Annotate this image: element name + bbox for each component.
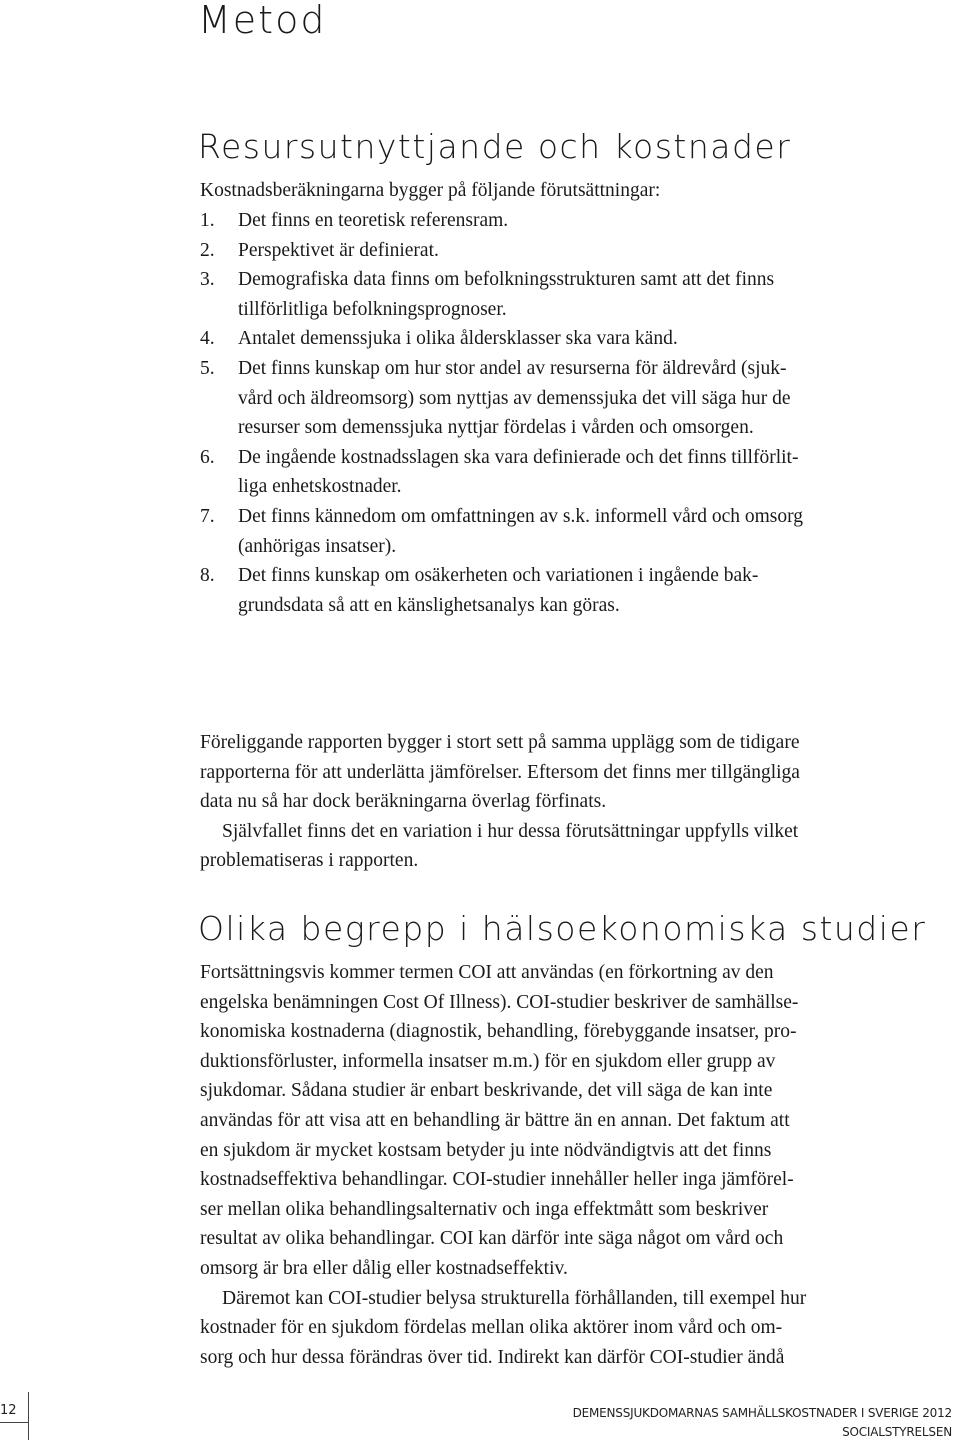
text-line: data nu så har dock beräkningarna överlag förfinats. <box>200 791 607 813</box>
paragraph-report-basis <box>200 728 940 876</box>
text-line: omsorg är bra eller dålig eller kostnadseffektiv. <box>200 1257 568 1279</box>
list-item <box>200 236 940 266</box>
text-line: liga enhetskostnader. <box>238 476 402 498</box>
text-line: (anhörigas insatser). <box>238 535 397 557</box>
list-item <box>200 324 940 354</box>
text-line: Däremot kan COI-studier belysa strukturella förhållanden, till exempel hur <box>222 1287 807 1309</box>
text-line: Demografiska data finns om befolkningsstrukturen samt att det finns <box>238 269 775 291</box>
text-line: kostnadseffektiva behandlingar. COI-studier innehåller heller inga jämförel- <box>200 1169 794 1191</box>
list-item <box>200 443 940 502</box>
text-line: sorg och hur dessa förändras över tid. Indirekt kan därför COI-studier ändå <box>200 1346 785 1368</box>
text-line: Det finns kunskap om osäkerheten och variationen i ingående bak- <box>238 565 759 587</box>
list-number: 2. <box>200 239 215 261</box>
list-number: 8. <box>200 565 215 587</box>
list-number: 5. <box>200 357 215 379</box>
footer-divider <box>28 1392 29 1440</box>
list-item <box>200 502 940 561</box>
intro-text <box>200 176 940 206</box>
list-number: 6. <box>200 446 215 468</box>
text-line: Självfallet finns det en variation i hur dessa förutsättningar uppfylls vilket <box>222 820 799 842</box>
text-line: ser mellan olika behandlingsalternativ och inga effektmått som beskriver <box>200 1198 769 1220</box>
text-line: Det finns en teoretisk referensram. <box>238 210 509 231</box>
text-line: kostnader för en sjukdom fördelas mellan olika aktörer inom vård och om- <box>200 1317 783 1339</box>
list-item <box>200 206 940 236</box>
text-line: Det finns kännedom om omfattningen av s.k. informell vård och omsorg <box>238 505 804 527</box>
section-heading-resources: Resursutnyttjande och kostnader <box>198 127 792 166</box>
list-number: 4. <box>200 328 215 350</box>
list-number: 3. <box>200 269 215 291</box>
text-line: De ingående kostnadsslagen ska vara definierade och det finns tillförlit- <box>238 446 799 468</box>
text-line: duktionsförluster, informella insatser m.m.) för en sjukdom eller grupp av <box>200 1050 776 1072</box>
text-line: tillförlitliga befolkningsprognoser. <box>238 298 507 320</box>
section-heading-concepts: Olika begrepp i hälsoekonomiska studier <box>198 909 927 948</box>
assumption-list <box>200 206 940 620</box>
footer-report-title: DEMENSSJUKDOMARNAS SAMHÄLLSKOSTNADER I SVERIGE 2012 <box>572 1406 952 1420</box>
text-line: rapporterna för att underlätta jämförelser. Eftersom det finns mer tillgängliga <box>200 761 800 783</box>
text-line: Perspektivet är definierat. <box>238 239 439 261</box>
text-line: Kostnadsberäkningarna bygger på följande förutsättningar: <box>200 180 661 201</box>
text-line: grundsdata så att en känslighetsanalys kan göras. <box>238 594 620 616</box>
text-line: problematiseras i rapporten. <box>200 850 419 872</box>
list-item <box>200 354 940 443</box>
text-line: användas för att visa att en behandling är bättre än en annan. Det faktum att <box>200 1109 790 1131</box>
paragraph-coi-definition <box>200 958 940 1372</box>
text-line: Föreliggande rapporten bygger i stort sett på samma upplägg som de tidigare <box>200 732 800 753</box>
footer-organization: SOCIALSTYRELSEN <box>842 1425 952 1439</box>
list-number: 1. <box>200 210 215 231</box>
text-line: sjukdomar. Sådana studier är enbart beskrivande, det vill säga de kan inte <box>200 1080 773 1102</box>
page-title: Metod <box>198 0 327 42</box>
footer-rule <box>0 1422 28 1423</box>
text-line: Det finns kunskap om hur stor andel av resurserna för äldrevård (sjuk- <box>238 357 787 379</box>
text-line: resultat av olika behandlingar. COI kan därför inte säga något om vård och <box>200 1228 784 1250</box>
text-line: vård och äldreomsorg) som nyttjas av demenssjuka det vill säga hur de <box>238 387 791 409</box>
list-number: 7. <box>200 505 215 527</box>
page-number: 12 <box>0 1403 17 1418</box>
text-line: engelska benämningen Cost Of Illness). COI-studier beskriver de samhällse- <box>200 991 799 1013</box>
text-line: konomiska kostnaderna (diagnostik, behandling, förebyggande insatser, pro- <box>200 1021 797 1043</box>
list-item <box>200 561 940 620</box>
text-line: Antalet demenssjuka i olika åldersklasser ska vara känd. <box>238 328 678 350</box>
text-line: resurser som demenssjuka nyttjar fördelas i vården och omsorgen. <box>238 417 754 439</box>
text-line: en sjukdom är mycket kostsam betyder ju inte nödvändigtvis att det finns <box>200 1139 772 1161</box>
text-line: Fortsättningsvis kommer termen COI att användas (en förkortning av den <box>200 962 774 983</box>
list-item <box>200 265 940 324</box>
